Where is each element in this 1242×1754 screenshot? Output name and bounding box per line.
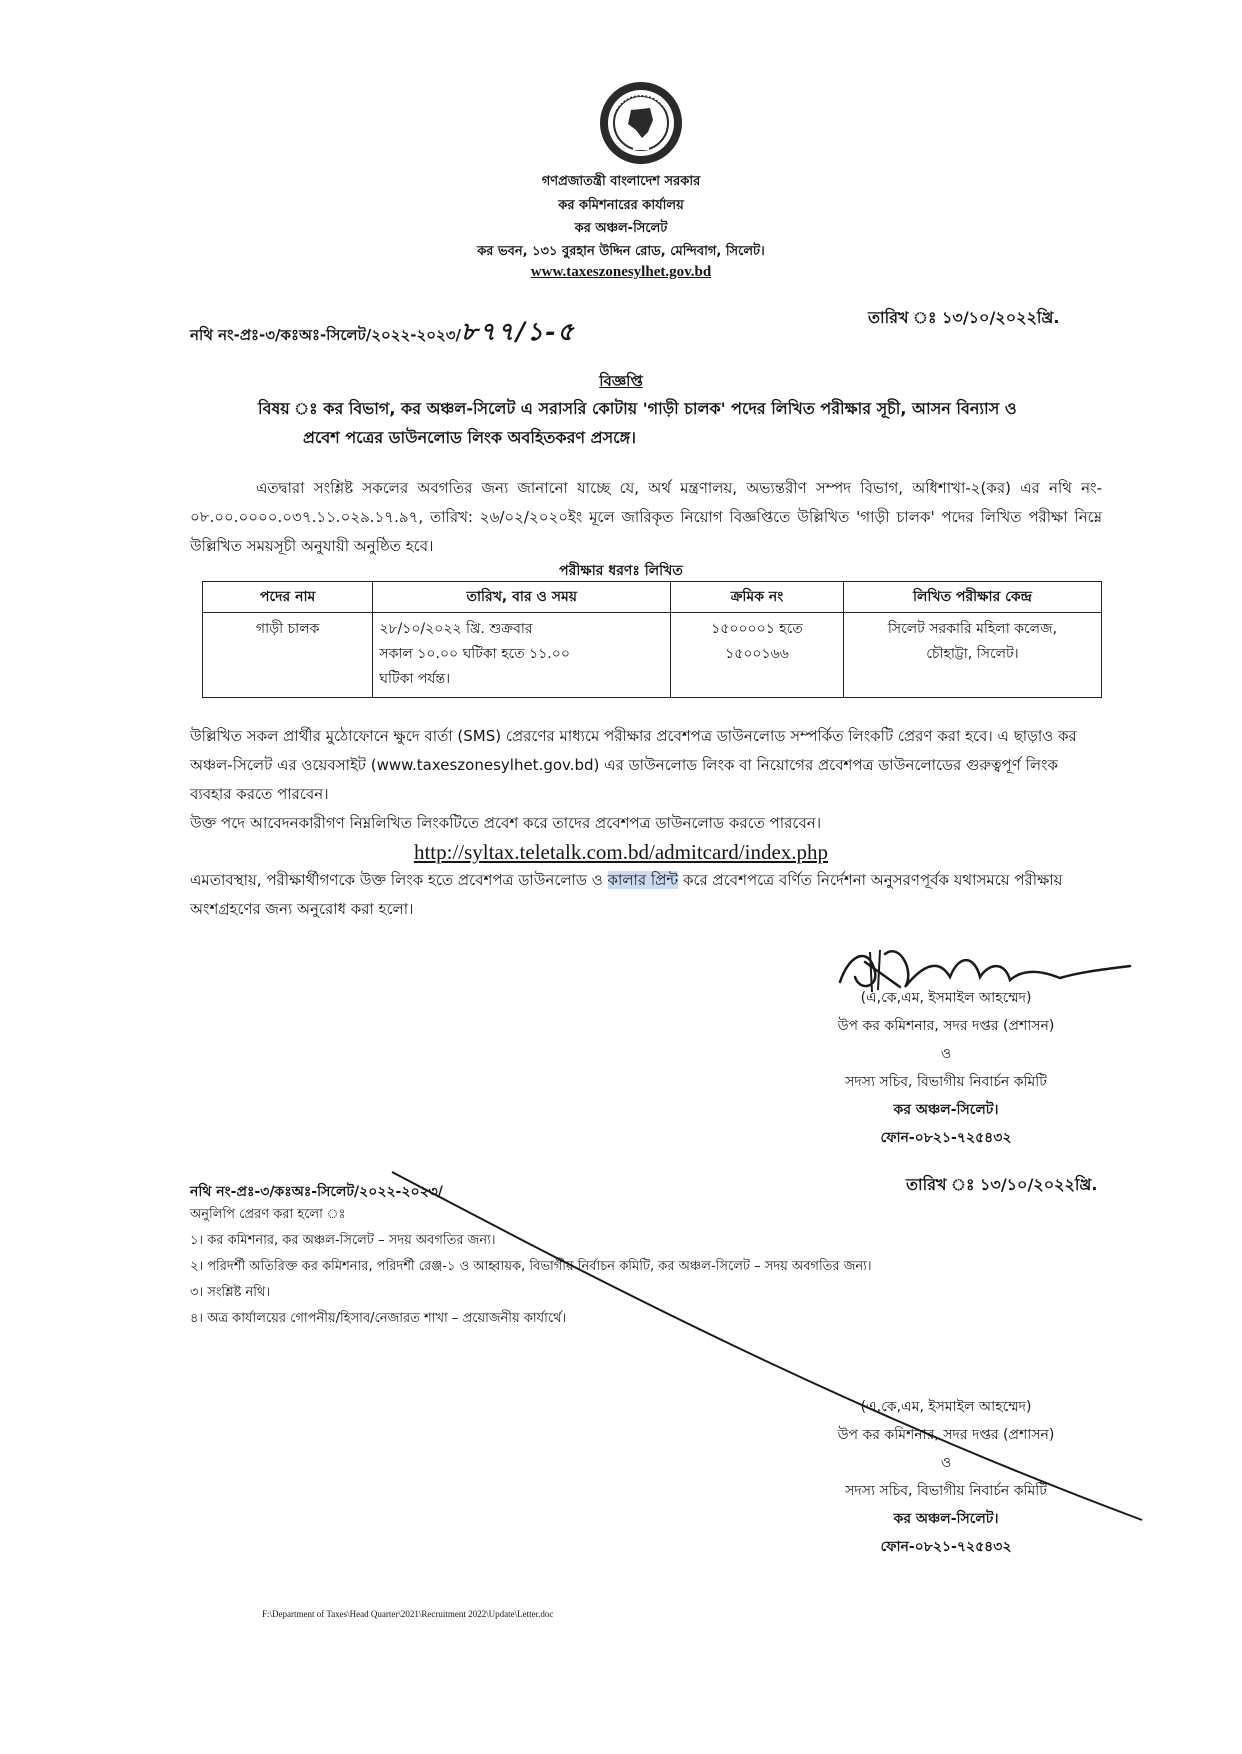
subject-label: বিষয় ঃ [258,399,318,418]
signatory-role: সদস্য সচিব, বিভাগীয় নিবার্চন কমিটি [845,1074,1047,1090]
cell-post: গাড়ী চালক [203,613,373,698]
list-item: ১। কর কমিশনার, কর অঞ্চল-সিলেট – সদয় অবগতির জন্য। [190,1233,496,1248]
cell-date-line-3: ঘটিকা পর্যন্ত। [379,671,451,687]
subject [258,394,1103,452]
exam-schedule-table [202,581,1102,698]
header-center: লিখিত পরীক্ষার কেন্দ্র [843,582,1101,613]
exam-type: পরীক্ষার ধরণঃ লিখিত [559,563,683,579]
cell-center [843,613,1101,698]
notice-paragraph-2 [190,722,1102,838]
handwritten-memo-number: ৮৭৭/১-৫ [460,317,576,346]
copy-signatory-and: ও [940,1455,952,1471]
admit-card-link[interactable]: http://syltax.teletalk.com.bd/admitcard/index.php [413,840,829,864]
notice-title: বিজ্ঞপ্তি [599,372,643,390]
copy-signatory-designation: উপ কর কমিশনার, সদর দপ্তর (প্রশাসন) [837,1427,1055,1443]
copy-signatory-office: কর অঞ্চল-সিলেট। [893,1511,999,1527]
download-instruction: উক্ত পদে আবেদনকারীগণ নিম্নলিখিত লিংকটিতে প্রবেশ করে তাদের প্রবেশপত্র ডাউনলোড করতে পারবেন। [190,814,822,832]
header-post: পদের নাম [203,582,373,613]
paragraph-3-after: করে প্রবেশপত্রে বর্ণিত নির্দেশনা অনুসরণপূর্বক যথাসময়ে পরীক্ষায় অংশগ্রহণের জন্য অনুরোধ করা হলো। [190,871,1063,918]
office-name: কর কমিশনারের কার্যালয় [558,198,684,213]
subject-line-2: প্রবেশ পত্রের ডাউনলোড লিংক অবহিতকরণ প্রসঙ্গে। [303,428,636,447]
list-item: ৩। সংশ্লিষ্ট নথি। [190,1285,271,1300]
memo-number-text: নথি নং-প্রঃ-৩/কঃঅঃ-সিলেট/২০২২-২০২৩/ [190,326,461,344]
notice-paragraph-3 [190,866,1102,924]
list-item: ৪। অত্র কার্যালয়ের গোপনীয়/হিসাব/নেজারত শাখা – প্রয়োজনীয় কার্যার্থে। [190,1311,567,1326]
copy-date: তারিখ ঃ ১৩/১০/২০২২খ্রি. [906,1175,1098,1194]
paragraph-3-before: এমতাবস্থায়, পরীক্ষার্থীগণকে উক্ত লিংক হতে প্রবেশপত্র ডাউনলোড ও [190,871,608,889]
signatory-phone: ফোন-০৮২১-৭২৫৪৩২ [880,1130,1012,1146]
signatory-designation: উপ কর কমিশনার, সদর দপ্তর (প্রশাসন) [837,1018,1055,1034]
subject-line-1: কর বিভাগ, কর অঞ্চল-সিলেট এ সরাসরি কোটায় 'গাড়ী চালক' পদের লিখিত পরীক্ষার সূচী, আসন বিন্যাস ও [317,399,1017,418]
government-name: গণপ্রজাতন্ত্রী বাংলাদেশ সরকার [541,174,701,189]
color-print-highlight: কালার প্রিন্ট [607,871,679,889]
cell-serial-line-1: ১৫০০০০১ হতে [711,621,803,637]
memo-date: তারিখ ঃ ১৩/১০/২০২২খ্রি. [868,308,1060,327]
signatory-block [796,984,1096,1152]
table-row [203,613,1102,698]
cell-date-line-1: ২৮/১০/২০২২ খ্রি. শুক্রবার [379,621,533,637]
signatory-name: (এ,কে,এম, ইসমাইল আহম্মেদ) [860,990,1032,1006]
office-address: কর ভবন, ১৩১ বুরহান উদ্দিন রোড, মেন্দিবাগ, সিলেট। [477,244,765,259]
copy-signatory-name: (এ,কে,এম, ইসমাইল আহম্মেদ) [860,1399,1032,1415]
header-serial: ক্রমিক নং [671,582,844,613]
cell-date-line-2: সকাল ১০.০০ ঘটিকা হতে ১১.০০ [379,646,570,662]
header-date-time: তারিখ, বার ও সময় [373,582,671,613]
list-item: ২। পরিদর্শী অতিরিক্ত কর কমিশনার, পরিদর্শী রেঞ্জ-১ ও আহ্বায়ক, বিভাগীয় নির্বাচন কমিটি, কর অঞ্চল-সিলেট – সদয় অবগতির জন্য। [190,1259,872,1274]
cell-serial-line-2: ১৫০০১৬৬ [725,646,789,662]
copy-signatory-block [796,1393,1096,1561]
table-header-row [203,582,1102,613]
notice-paragraph-1: এতদ্বারা সংশ্লিষ্ট সকলের অবগতির জন্য জানানো যাচ্ছে যে, অর্থ মন্ত্রণালয়, অভ্যন্তরীণ সম্পদ বিভাগ, অধিশাখা-২(কর) এর নথি নং- ০৮.০০.০০০০.০৩৭.১১.০২৯.১৭.৯৭, তারিখ: ২৬/০২/২০২০ইং মূলে জারিকৃত নিয়োগ বিজ্ঞপ্তিতে উল্লিখিত 'গাড়ী চালক' পদের লিখিত পরীক্ষা নিম্নে উল্লিখিত সময়সূচী অনুযায়ী অনুষ্ঠিত হবে। [190,479,1102,555]
copy-signatory-phone: ফোন-০৮২১-৭২৫৪৩২ [880,1539,1012,1555]
copy-list [190,1202,1110,1332]
cell-center-line-1: সিলেট সরকারি মহিলা কলেজ, [887,621,1058,637]
copy-intro: অনুলিপি প্রেরণ করা হলো ঃ [190,1207,346,1222]
cell-center-line-2: চৌহাট্টা, সিলেট। [926,646,1019,662]
copy-signatory-role: সদস্য সচিব, বিভাগীয় নিবার্চন কমিটি [845,1483,1047,1499]
copy-memo-number: নথি নং-প্রঃ-৩/কঃঅঃ-সিলেট/২০২২-২০২৩/ [190,1184,443,1200]
memo-number [190,312,576,355]
cell-date-time [373,613,671,698]
signatory-and: ও [940,1046,952,1062]
bangladesh-government-seal-icon [598,80,684,166]
zone-name: কর অঞ্চল-সিলেট [574,221,668,236]
website-link[interactable]: www.taxeszonesylhet.gov.bd [530,264,712,280]
cell-serial [671,613,844,698]
sms-paragraph: উল্লিখিত সকল প্রার্থীর মুঠোফোনে ক্ষুদে বার্তা (SMS) প্রেরণের মাধ্যমে পরীক্ষার প্রবেশপত্র ডাউনলোড সম্পর্কিত লিংকটি প্রেরণ করা হবে। এ ছাড়াও কর অঞ্চল-সিলেট এর ওয়েবসাইট (www.taxeszonesylhet.gov.bd) এর ডাউনলোড লিংক বা নিয়োগের প্রবেশপত্র ডাউনলোডের গুরুত্বপূর্ণ লিংক ব্যবহার করতে পারবেন। [190,727,1077,803]
file-path-footer: F:\Department of Taxes\Head Quarter\2021\Recruitment 2022\Update\Letter.doc [262,1609,554,1619]
signatory-office: কর অঞ্চল-সিলেট। [893,1102,999,1118]
